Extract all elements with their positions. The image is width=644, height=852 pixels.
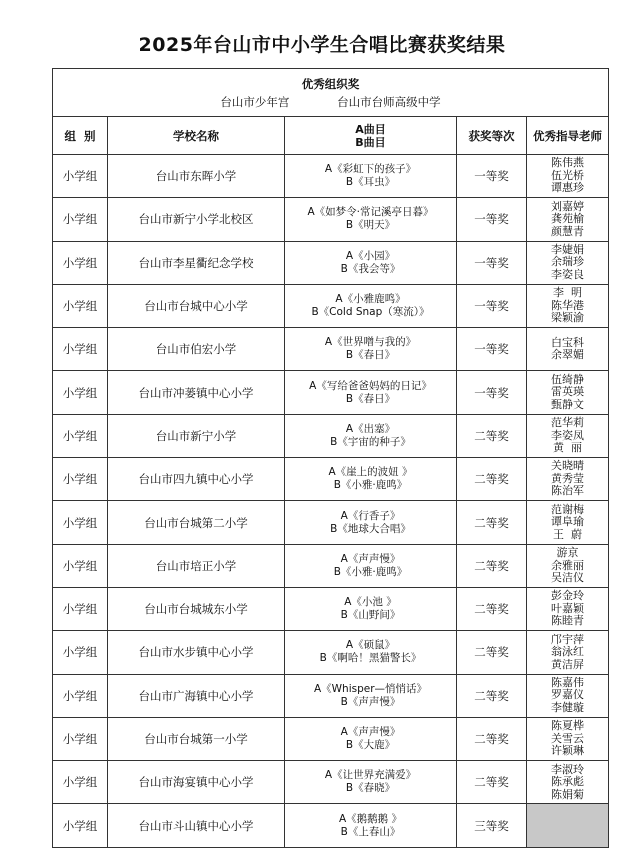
- teacher-name: 白宝科: [551, 335, 584, 349]
- song-a: A《Whisper—悄悄话》: [313, 682, 428, 695]
- award-cell: 二等奖: [457, 544, 527, 587]
- group-cell: 小学组: [53, 501, 108, 544]
- song-b: B《明天》: [345, 219, 396, 232]
- song-a: A《让世界充满爱》: [324, 769, 417, 782]
- group-cell: 小学组: [53, 761, 108, 804]
- group-cell: 小学组: [53, 371, 108, 414]
- song-a: A《出塞》: [345, 422, 396, 435]
- award-cell: 三等奖: [457, 804, 527, 847]
- teacher-name: 伍绮静: [551, 372, 584, 386]
- school-cell: 台山市台城第二小学: [108, 501, 285, 544]
- song-b: B《小雅·鹿鸣》: [333, 565, 408, 578]
- teacher-name: 余雅丽: [551, 558, 584, 572]
- teacher-cell: [527, 458, 609, 501]
- teacher-name: 陈夏桦: [551, 719, 584, 733]
- header-row: [53, 117, 609, 155]
- songs-cell: [285, 674, 457, 717]
- song-b: B《春晓》: [345, 782, 396, 795]
- teacher-name: 雷英瑛: [551, 385, 584, 399]
- song-b: B《我会等》: [340, 262, 401, 275]
- award-cell: 二等奖: [457, 458, 527, 501]
- song-b: B《小雅·鹿鸣》: [333, 479, 408, 492]
- teacher-name: 李 明: [553, 286, 582, 300]
- songs-cell: [285, 501, 457, 544]
- teacher-cell: [527, 761, 609, 804]
- group-cell: 小学组: [53, 804, 108, 847]
- songs-cell: [285, 761, 457, 804]
- group-cell: 小学组: [53, 458, 108, 501]
- song-b: B《大鹿》: [345, 739, 396, 751]
- songs-cell: [285, 371, 457, 414]
- song-a: A《世界噌与我的》: [324, 336, 417, 349]
- songs-cell: [285, 328, 457, 371]
- songs-cell: [285, 717, 457, 760]
- header-songs: [285, 117, 457, 155]
- group-cell: 小学组: [53, 241, 108, 284]
- school-cell: 台山市台城第一小学: [108, 717, 285, 760]
- table-row: [53, 198, 609, 241]
- teacher-name: 吴洁仪: [551, 571, 584, 585]
- teacher-name: 王 蔚: [553, 527, 582, 541]
- songs-cell: [285, 587, 457, 630]
- school-cell: 台山市伯宏小学: [108, 328, 285, 371]
- header-teacher: 优秀指导老师: [527, 117, 609, 155]
- honor-title: 优秀组织奖: [301, 76, 360, 91]
- award-cell: 一等奖: [457, 241, 527, 284]
- table-row: [53, 717, 609, 760]
- teacher-name: 许颖琳: [551, 744, 584, 758]
- teacher-cell: [527, 155, 609, 198]
- song-b: B《声声慢》: [340, 695, 401, 708]
- school-cell: 台山市新宁小学北校区: [108, 198, 285, 241]
- songs-cell: [285, 284, 457, 327]
- song-a: A《鹅鹅鹅 》: [338, 812, 403, 825]
- teacher-name: 李健璇: [551, 700, 584, 714]
- teacher-cell: [527, 198, 609, 241]
- group-cell: 小学组: [53, 631, 108, 674]
- group-cell: 小学组: [53, 328, 108, 371]
- school-cell: 台山市培正小学: [108, 544, 285, 587]
- teacher-name: 黄洁屏: [551, 657, 584, 671]
- award-cell: 二等奖: [457, 587, 527, 630]
- honor-units: [53, 94, 608, 110]
- song-a: A《硕鼠》: [345, 639, 396, 652]
- teacher-name: 邝宇萍: [551, 632, 584, 646]
- songs-cell: [285, 544, 457, 587]
- teacher-name: 甄静文: [551, 397, 584, 411]
- song-b: B《Cold Snap（寒流）》: [311, 306, 430, 319]
- teacher-name: 李姿良: [551, 267, 584, 281]
- songs-cell: [285, 198, 457, 241]
- teacher-name: 彭金玲: [551, 589, 584, 603]
- teacher-cell: [527, 414, 609, 457]
- group-cell: 小学组: [53, 284, 108, 327]
- songs-cell: [285, 414, 457, 457]
- teacher-cell: [527, 587, 609, 630]
- school-cell: 台山市斗山镇中心小学: [108, 804, 285, 847]
- table-row: [53, 414, 609, 457]
- teacher-name: 关晓晴: [551, 459, 584, 473]
- award-cell: 一等奖: [457, 371, 527, 414]
- song-a: A《彩虹下的孩子》: [324, 163, 417, 176]
- award-cell: 二等奖: [457, 761, 527, 804]
- teacher-cell: [527, 674, 609, 717]
- header-songs-b: B曲目: [355, 135, 386, 149]
- table-row: [53, 284, 609, 327]
- table-row: [53, 155, 609, 198]
- table-row: [53, 371, 609, 414]
- award-cell: 一等奖: [457, 284, 527, 327]
- table-row: [53, 501, 609, 544]
- teacher-cell: [527, 371, 609, 414]
- teacher-name: 龚苑榆: [551, 212, 584, 226]
- teacher-name: 梁颖渝: [551, 311, 584, 325]
- teacher-name: 陈睦青: [551, 614, 584, 628]
- group-cell: 小学组: [53, 414, 108, 457]
- group-cell: 小学组: [53, 155, 108, 198]
- teacher-name: 陈伟燕: [551, 156, 584, 170]
- songs-cell: [285, 241, 457, 284]
- teacher-name: 游京: [556, 546, 579, 560]
- songs-cell: [285, 458, 457, 501]
- teacher-name: 叶嘉颖: [551, 601, 584, 615]
- header-school: 学校名称: [108, 117, 285, 155]
- song-b: B《地球大合唱》: [330, 522, 411, 535]
- song-b: B《宇宙的种子》: [330, 435, 411, 448]
- teacher-name: 范华莉: [551, 416, 584, 430]
- school-cell: 台山市新宁小学: [108, 414, 285, 457]
- award-cell: 二等奖: [457, 674, 527, 717]
- song-a: A《小雅鹿鸣》: [335, 293, 406, 306]
- teacher-cell: [527, 284, 609, 327]
- table-row: [53, 458, 609, 501]
- school-cell: 台山市台城城东小学: [108, 587, 285, 630]
- song-a: A《小园》: [345, 249, 396, 262]
- teacher-name: 陈承彪: [551, 775, 584, 789]
- honor-cell: [53, 69, 609, 117]
- song-b: B《山野间》: [340, 609, 401, 622]
- teacher-name: 余翠媚: [551, 348, 584, 362]
- teacher-name: 翁泳红: [551, 645, 584, 659]
- teacher-name: 陈嘉伟: [551, 675, 584, 689]
- teacher-name: 陈治军: [551, 484, 584, 498]
- group-cell: 小学组: [53, 674, 108, 717]
- table-row: [53, 804, 609, 847]
- song-a: A《如梦令·常记溪亭日暮》: [307, 206, 434, 219]
- header-songs-a: A曲目: [355, 122, 386, 136]
- award-cell: 二等奖: [457, 717, 527, 760]
- award-cell: 一等奖: [457, 155, 527, 198]
- song-a: A《声声慢》: [340, 726, 401, 738]
- teacher-name: 伍光桥: [551, 168, 584, 182]
- song-a: A《声声慢》: [340, 552, 401, 565]
- teacher-name: 范谢梅: [551, 502, 584, 516]
- teacher-cell: [527, 717, 609, 760]
- teacher-cell: [527, 631, 609, 674]
- song-b: B《耳虫》: [345, 176, 396, 189]
- teacher-name: 李淑玲: [551, 762, 584, 776]
- song-a: A《崖上的波妞 》: [328, 466, 413, 479]
- teacher-cell: [527, 241, 609, 284]
- songs-cell: [285, 804, 457, 847]
- teacher-name: 谭惠珍: [551, 181, 584, 195]
- award-cell: 一等奖: [457, 328, 527, 371]
- header-group: 组 别: [53, 117, 108, 155]
- teacher-name: 谭阜瑜: [551, 515, 584, 529]
- header-award: 获奖等次: [457, 117, 527, 155]
- table-row: [53, 761, 609, 804]
- honor-unit: 台山市台师高级中学: [337, 94, 441, 109]
- teacher-name: 余瑞珍: [551, 255, 584, 269]
- songs-cell: [285, 155, 457, 198]
- group-cell: 小学组: [53, 198, 108, 241]
- teacher-name: 颜慧青: [551, 224, 584, 238]
- table-row: [53, 631, 609, 674]
- teacher-cell: [527, 501, 609, 544]
- teacher-cell: [527, 804, 609, 847]
- group-cell: 小学组: [53, 587, 108, 630]
- teacher-name: 李婕娟: [551, 242, 584, 256]
- school-cell: 台山市广海镇中心小学: [108, 674, 285, 717]
- school-cell: 台山市冲蒌镇中心小学: [108, 371, 285, 414]
- songs-cell: [285, 631, 457, 674]
- teacher-cell: [527, 328, 609, 371]
- song-b: B《上春山》: [340, 825, 401, 838]
- award-cell: 一等奖: [457, 198, 527, 241]
- teacher-name: 陈娟菊: [551, 787, 584, 801]
- table-row: [53, 241, 609, 284]
- song-b: B《春日》: [345, 349, 396, 362]
- song-a: A《行香子》: [340, 509, 401, 522]
- school-cell: 台山市水步镇中心小学: [108, 631, 285, 674]
- teacher-name: 刘嘉婷: [551, 199, 584, 213]
- page-title: 2025年台山市中小学生合唱比赛获奖结果: [138, 34, 506, 56]
- honor-row: [53, 69, 609, 117]
- teacher-cell: [527, 544, 609, 587]
- song-a: A《写给爸爸妈妈的日记》: [309, 379, 432, 392]
- school-cell: 台山市李星衢纪念学校: [108, 241, 285, 284]
- table-row: [53, 544, 609, 587]
- table-row: [53, 587, 609, 630]
- school-cell: 台山市东晖小学: [108, 155, 285, 198]
- song-a: A《小池 》: [344, 596, 397, 609]
- school-cell: 台山市台城中心小学: [108, 284, 285, 327]
- award-cell: 二等奖: [457, 414, 527, 457]
- school-cell: 台山市海宴镇中心小学: [108, 761, 285, 804]
- song-b: B《春日》: [345, 392, 396, 405]
- award-cell: 二等奖: [457, 501, 527, 544]
- honor-unit: 台山市少年宫: [220, 94, 290, 109]
- teacher-name: 黄秀莹: [551, 471, 584, 485]
- group-cell: 小学组: [53, 717, 108, 760]
- teacher-name: 关雪云: [551, 731, 584, 745]
- award-cell: 二等奖: [457, 631, 527, 674]
- group-cell: 小学组: [53, 544, 108, 587]
- teacher-name: 李姿凤: [551, 428, 584, 442]
- award-table: [52, 68, 609, 848]
- teacher-name: 陈华港: [551, 298, 584, 312]
- teacher-name: 黄 丽: [553, 441, 582, 455]
- table-row: [53, 328, 609, 371]
- school-cell: 台山市四九镇中心小学: [108, 458, 285, 501]
- teacher-name: 罗嘉仪: [551, 688, 584, 702]
- song-b: B《啊哈！黑猫警长》: [319, 652, 422, 665]
- table-row: [53, 674, 609, 717]
